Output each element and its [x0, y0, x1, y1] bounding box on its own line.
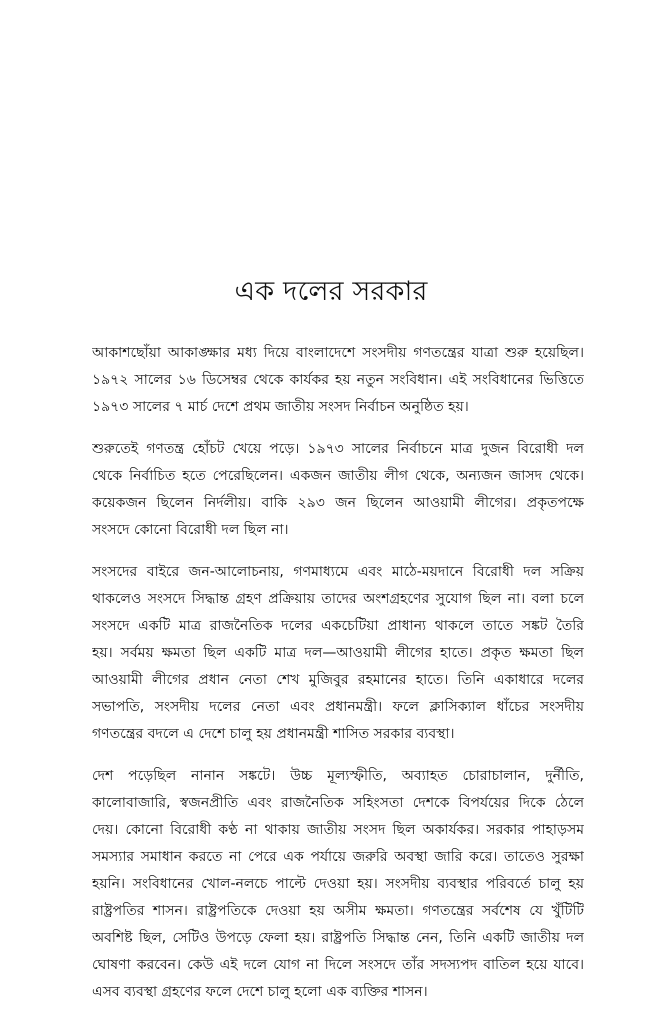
- paragraph-1: [92, 340, 584, 421]
- text-line: সংসদের বাইরে জন-আলোচনায়, গণমাধ্যমে এবং মাঠে-ময়দানে বিরোধী দল সক্রিয়: [92, 564, 584, 580]
- text-line: আওয়ামী লীগের প্রধান নেতা শেখ মুজিবুর রহমানের হাতে। তিনি একাধারে দলের: [92, 672, 584, 688]
- text-line: থেকে নির্বাচিত হতে পেরেছিলেন। একজন জাতীয় লীগ থেকে, অন্যজন জাসদ থেকে।: [92, 468, 584, 484]
- text-line: অবশিষ্ট ছিল, সেটিও উপড়ে ফেলা হয়। রাষ্ট্রপতি সিদ্ধান্ত নেন, তিনি একটি জাতীয় দল: [92, 930, 584, 946]
- text-line: দেয়। কোনো বিরোধী কণ্ঠ না থাকায় জাতীয় সংসদ ছিল অকার্যকর। সরকার পাহাড়সম: [92, 822, 584, 838]
- text-line: থাকলেও সংসদে সিদ্ধান্ত গ্রহণ প্রক্রিয়ায় তাদের অংশগ্রহণের সুযোগ ছিল না। বলা চলে: [92, 591, 584, 607]
- paragraph-4: [92, 763, 584, 1006]
- chapter-body: [92, 340, 584, 1021]
- chapter-title: এক দলের সরকার: [234, 276, 428, 307]
- text-line: কয়েকজন ছিলেন নির্দলীয়। বাকি ২৯৩ জন ছিলেন আওয়ামী লীগের। প্রকৃতপক্ষে: [92, 495, 584, 511]
- text-line: হয়। সর্বময় ক্ষমতা ছিল একটি মাত্র দল—আওয়ামী লীগের হাতে। প্রকৃত ক্ষমতা ছিল: [92, 645, 584, 661]
- text-line: দেশ পড়েছিল নানান সঙ্কটে। উচ্চ মূল্যস্ফীতি, অব্যাহত চোরাচালান, দুর্নীতি,: [92, 768, 584, 784]
- text-line: শুরুতেই গণতন্ত্র হোঁচট খেয়ে পড়ে। ১৯৭৩ সালের নির্বাচনে মাত্র দুজন বিরোধী দল: [92, 441, 584, 457]
- text-line: ঘোষণা করবেন। কেউ এই দলে যোগ না দিলে সংসদে তাঁর সদস্যপদ বাতিল হয়ে যাবে।: [92, 957, 584, 973]
- text-line: রাষ্ট্রপতির শাসন। রাষ্ট্রপতিকে দেওয়া হয় অসীম ক্ষমতা। গণতন্ত্রের সর্বশেষ যে খুঁটিটি: [92, 903, 584, 919]
- text-line: কালোবাজারি, স্বজনপ্রীতি এবং রাজনৈতিক সহিংসতা দেশকে বিপর্যয়ের দিকে ঠেলে: [92, 795, 584, 811]
- text-line: আকাশছোঁয়া আকাঙ্ক্ষার মধ্য দিয়ে বাংলাদেশে সংসদীয় গণতন্ত্রের যাত্রা শুরু হয়েছিল।: [92, 345, 584, 361]
- paragraph-3: [92, 559, 584, 748]
- text-line: ১৯৭২ সালের ১৬ ডিসেম্বর থেকে কার্যকর হয় নতুন সংবিধান। এই সংবিধানের ভিত্তিতে: [92, 372, 584, 388]
- text-line: সংসদে একটি মাত্র রাজনৈতিক দলের একচেটিয়া প্রাধান্য থাকলে তাতে সঙ্কট তৈরি: [92, 618, 584, 634]
- paragraph-2: [92, 436, 584, 544]
- text-line: গণতন্ত্রের বদলে এ দেশে চালু হয় প্রধানমন্ত্রী শাসিত সরকার ব্যবস্থা।: [92, 726, 455, 742]
- text-line: হয়নি। সংবিধানের খোল-নলচে পাল্টে দেওয়া হয়। সংসদীয় ব্যবস্থার পরিবর্তে চালু হয়: [92, 876, 584, 892]
- text-line: সংসদে কোনো বিরোধী দল ছিল না।: [92, 522, 289, 538]
- text-line: সমস্যার সমাধান করতে না পেরে এক পর্যায়ে জরুরি অবস্থা জারি করে। তাতেও সুরক্ষা: [92, 849, 584, 865]
- text-line: সভাপতি, সংসদীয় দলের নেতা এবং প্রধানমন্ত্রী। ফলে ক্লাসিক্যাল ধাঁচের সংসদীয়: [92, 699, 584, 715]
- text-line: এসব ব্যবস্থা গ্রহণের ফলে দেশে চালু হলো এক ব্যক্তির শাসন।: [92, 984, 428, 1000]
- text-line: ১৯৭৩ সালের ৭ মার্চ দেশে প্রথম জাতীয় সংসদ নির্বাচন অনুষ্ঠিত হয়।: [92, 399, 469, 415]
